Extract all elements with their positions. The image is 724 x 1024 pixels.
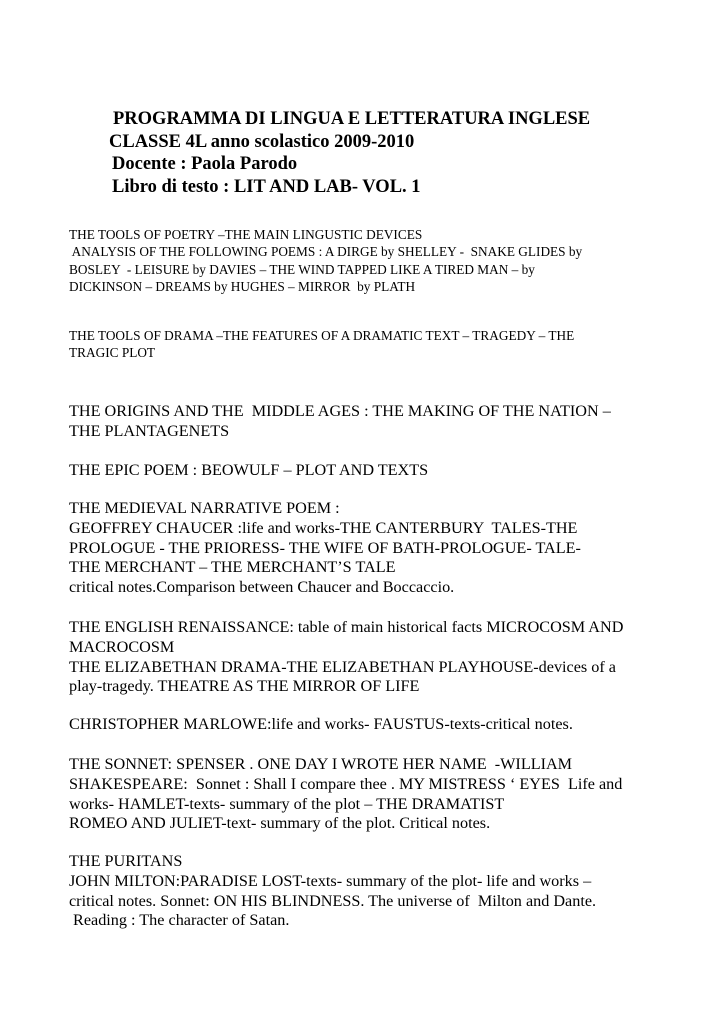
drama-section: [69, 327, 649, 362]
sonnet-line: SHAKESPEARE: Sonnet : Shall I compare thee . MY MISTRESS ‘ EYES Life and: [69, 774, 623, 793]
poetry-section: [69, 226, 649, 295]
medieval-line: critical notes.Comparison between Chaucer and Boccaccio.: [69, 578, 455, 597]
origins-line: THE PLANTAGENETS: [69, 421, 230, 440]
marlowe-line: CHRISTOPHER MARLOWE:life and works- FAUSTUS-texts-critical notes.: [69, 715, 573, 733]
renaissance-line: MACROCOSM: [69, 637, 175, 656]
drama-line: THE TOOLS OF DRAMA –THE FEATURES OF A DRAMATIC TEXT – TRAGEDY – THE: [69, 328, 575, 343]
page-title: PROGRAMMA DI LINGUA E LETTERATURA INGLESE: [113, 109, 591, 129]
renaissance-section: [69, 618, 679, 697]
sonnet-line: ROMEO AND JULIET-text- summary of the plot. Critical notes.: [69, 814, 491, 833]
marlowe-section: [69, 715, 679, 735]
teacher-line: Docente : Paola Parodo: [112, 154, 298, 174]
puritans-line: JOHN MILTON:PARADISE LOST-texts- summary of the plot- life and works –: [69, 871, 592, 890]
poetry-line: BOSLEY - LEISURE by DAVIES – THE WIND TAPPED LIKE A TIRED MAN – by: [69, 261, 535, 277]
poetry-line: THE TOOLS OF POETRY –THE MAIN LINGUSTIC DEVICES: [69, 227, 423, 242]
renaissance-line: THE ELIZABETHAN DRAMA-THE ELIZABETHAN PLAYHOUSE-devices of a: [69, 657, 616, 676]
class-line: CLASSE 4L anno scolastico 2009-2010: [109, 131, 415, 152]
document-header: [107, 108, 590, 198]
textbook-line: Libro di testo : LIT AND LAB- VOL. 1: [112, 176, 421, 197]
origins-line: THE ORIGINS AND THE MIDDLE AGES : THE MAKING OF THE NATION –: [69, 402, 611, 420]
medieval-line: PROLOGUE - THE PRIORESS- THE WIFE OF BATH-PROLOGUE- TALE-: [69, 538, 581, 557]
medieval-line: THE MERCHANT – THE MERCHANT’S TALE: [69, 558, 396, 577]
medieval-section: [69, 499, 679, 598]
epic-line: THE EPIC POEM : BEOWULF – PLOT AND TEXTS: [69, 461, 429, 479]
puritans-section: [69, 852, 679, 931]
sonnet-line: THE SONNET: SPENSER . ONE DAY I WROTE HER NAME -WILLIAM: [69, 755, 573, 773]
medieval-line: THE MEDIEVAL NARRATIVE POEM :: [69, 499, 340, 517]
drama-line: TRAGIC PLOT: [69, 345, 156, 361]
origins-section: [69, 402, 679, 442]
sonnet-section: [69, 755, 679, 834]
puritans-line: THE PURITANS: [69, 852, 183, 870]
renaissance-line: play-tragedy. THEATRE AS THE MIRROR OF LIFE: [69, 677, 420, 696]
puritans-line: critical notes. Sonnet: ON HIS BLINDNESS. The universe of Milton and Dante.: [69, 891, 597, 910]
poetry-line: ANALYSIS OF THE FOLLOWING POEMS : A DIRGE by SHELLEY - SNAKE GLIDES by: [69, 244, 583, 260]
puritans-line: Reading : The character of Satan.: [69, 911, 290, 930]
sonnet-line: works- HAMLET-texts- summary of the plot – THE DRAMATIST: [69, 794, 505, 813]
epic-section: [69, 461, 679, 481]
medieval-line: GEOFFREY CHAUCER :life and works-THE CANTERBURY TALES-THE: [69, 518, 578, 537]
poetry-line: DICKINSON – DREAMS by HUGHES – MIRROR by PLATH: [69, 278, 416, 294]
renaissance-line: THE ENGLISH RENAISSANCE: table of main historical facts MICROCOSM AND: [69, 618, 624, 636]
